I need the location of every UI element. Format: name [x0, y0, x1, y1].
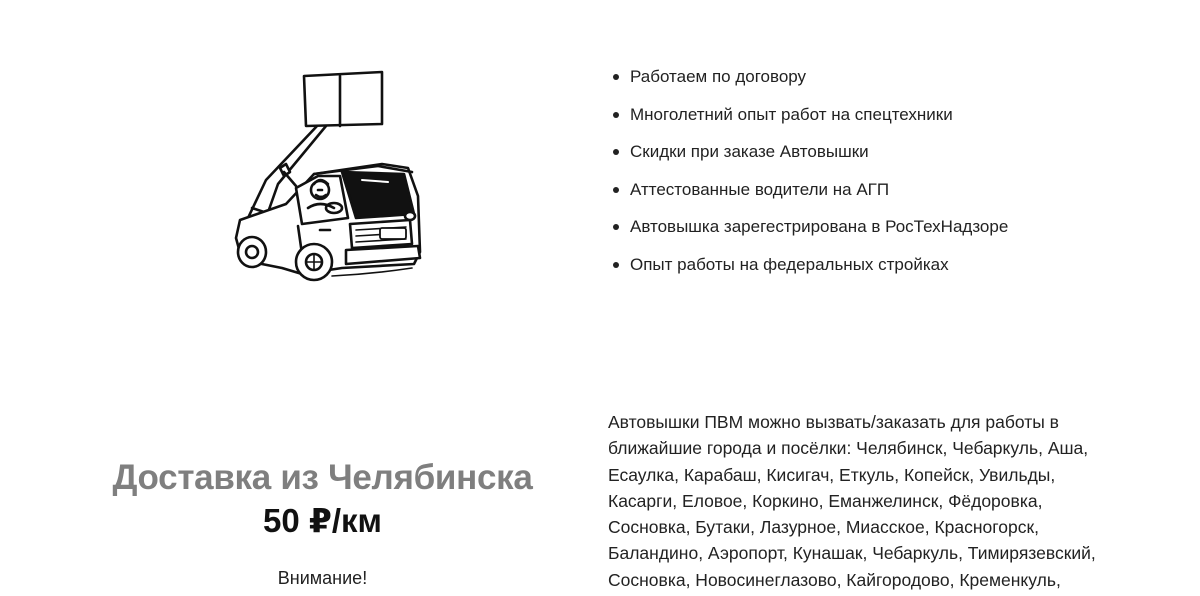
delivery-title: Доставка из Челябинска: [112, 458, 533, 497]
bucket-truck-icon: [222, 68, 432, 284]
feature-item: Опыт работы на федеральных стройках: [630, 253, 1008, 276]
feature-item: Аттестованные водители на АГП: [630, 178, 1008, 201]
cities-paragraph: Автовышки ПВМ можно вызвать/заказать для работы в ближайшие города и посёлки: Челябинск, Чебаркуль, Аша, Есаулка, Карабаш, Кисигач, Еткуль, Копейск, Увильды, Касарги, Еловое, Коркино, Еманжелинск, Фёдоровка, Сосновка, Бутаки, Лазурное, Миасское, Красногорск, Баландино, Аэропорт, Кунашак, Чебаркуль, Тимирязевский, Сосновка, Новосинеглазово, Кайгородово, Кременкуль,: [608, 412, 1096, 590]
attention-text: Внимание!: [277, 568, 368, 588]
feature-item: Многолетний опыт работ на спецтехники: [630, 103, 1008, 126]
feature-item: Скидки при заказе Автовышки: [630, 140, 1008, 163]
feature-item: Автовышка зарегестрирована в РосТехНадзоре: [630, 217, 1009, 236]
delivery-price: 50 ₽/км: [263, 502, 382, 539]
feature-item: Работаем по договору: [630, 65, 1008, 88]
features-list: [630, 65, 1008, 290]
